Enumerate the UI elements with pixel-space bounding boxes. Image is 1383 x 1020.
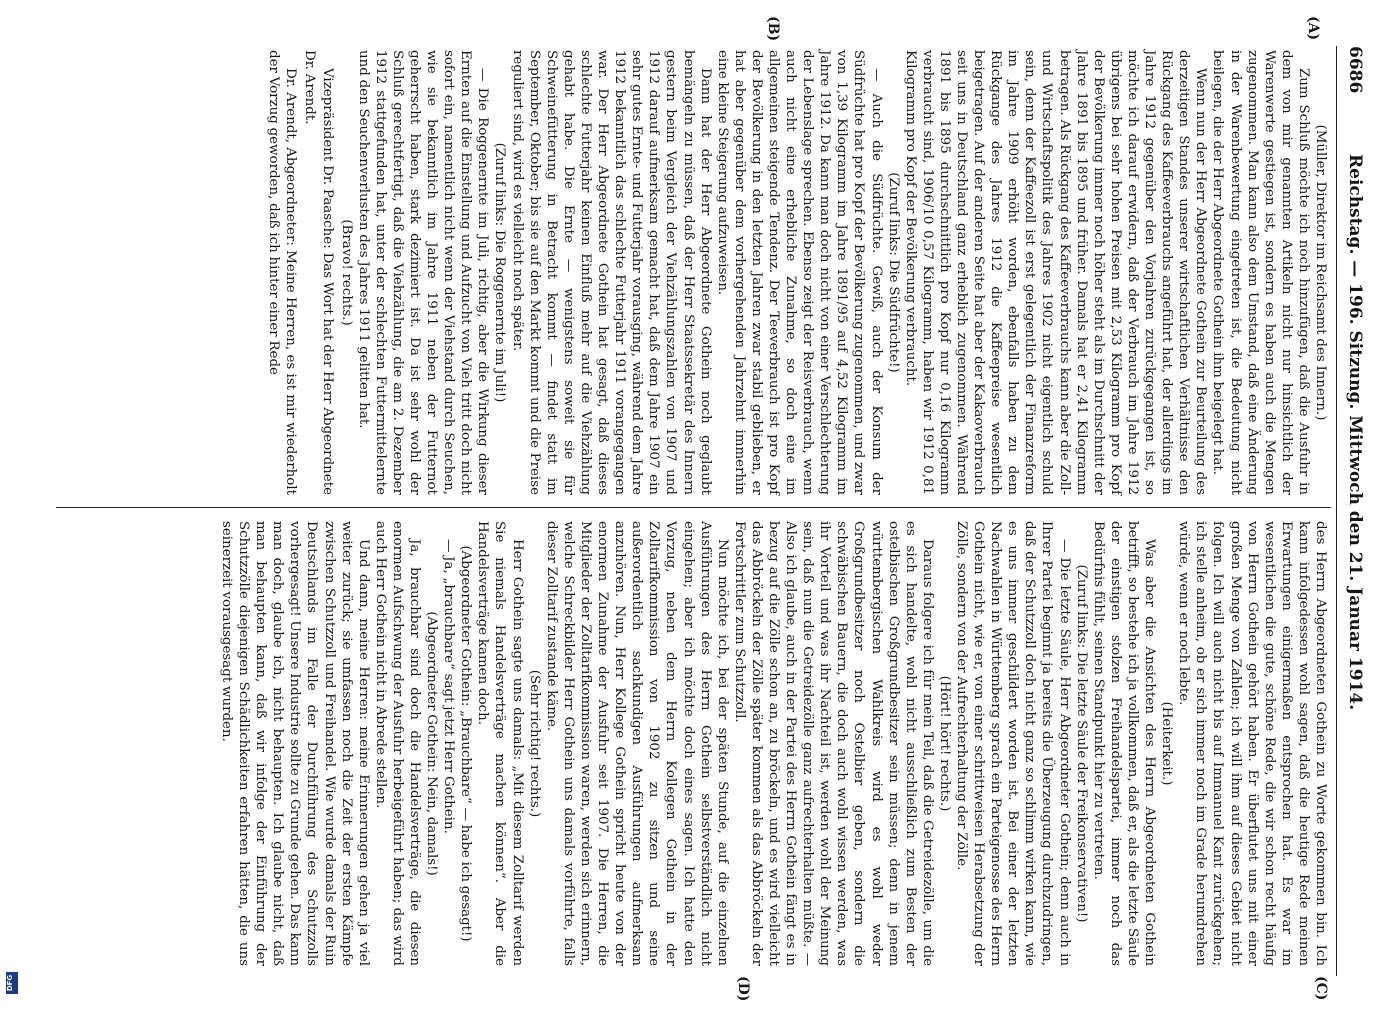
interjection: (Zuruf links: Die letzte Säule der Freikonservativen!) (1073, 564, 1089, 923)
interjection: (Abgeordneter Gothein: „Brauchbare“ — habe ich gesagt!) (458, 545, 474, 942)
paragraph: Zum Schluß möchte ich noch hinzufügen, daß die Ausfuhr in dem von mir genannten Artikeln nicht nur hinsichtlich der Warenwerte gestiegen ist, sondern es haben auch die Mengen zugenommen. Man kann also dem Umstand, daß eine Änderung in der Warenbewertung eingetreten ist, die Bedeutung nicht beilegen, die der Herr Abgeordnete Gothein ihm beigelegt hat. (1210, 50, 1311, 495)
left-column (265, 50, 1329, 495)
margin-mark-b: (B) (765, 16, 781, 42)
page-number: 6686 (1345, 46, 1365, 94)
speaker-note: (Müller, Direktor im Reichsamt des Innern.) (1313, 124, 1328, 421)
interjection: (Abgeordneter Gothein: Nein, damals!) (424, 611, 440, 876)
margin-mark-c: (C) (1313, 976, 1329, 1001)
interjection: (Zuruf links: Die Roggenernte im Juli!) (492, 142, 508, 403)
speaker-paragraph: Dr. Arendt, Abgeordneter: Meine Herren, es ist mir wiederholt der Vorzug geworden, daß ich hinter einer Rede (266, 50, 299, 495)
right-column (218, 521, 1329, 966)
paragraph: Daraus folgere ich für mein Teil, daß die Getreidezölle, um die es sich handelte, wohl nicht ausschließlich zum Besten der ostelbischen Großgrundbesitzer sein müssen; denn in jenem württembergischen Wahlkreis wird es wohl weder Großgrundbesitzer noch Ostelbier geben, sondern die schwäbischen Bauern, die doch auch wohl wissen werden, was ihr Vorteil und was ihr Nachteil ist, werden wohl der Meinung sein, daß nun die Getreidezölle ganz aufrechterhalten müßte. — Also ich glaube, auch in der Partei des Herrn Gothein fängt es in bezug auf die Zölle schon an, zu bröckeln, und es wird vielleicht das Abbröckeln der Zölle später kommen als das Abbröckeln der Fortschrittler zum Schutzzoll. (731, 521, 935, 966)
interjection: (Sehr richtig! rechts.) (526, 669, 542, 818)
paragraph: — Ja, „brauchbare“ sagt jetzt Herr Gothein. (441, 539, 457, 834)
dfg-logo-text: DFG (6, 974, 15, 992)
column-rule (56, 507, 1331, 508)
interjection: (Hört! hört! rechts.) (936, 675, 952, 812)
interjection: (Bravo! rechts.) (338, 219, 354, 326)
page-heading: Reichstag. — 196. Sitzung. Mittwoch den 21. Januar 1914. (1345, 154, 1365, 711)
interjection: (Heiterkeit.) (1159, 701, 1175, 786)
paragraph: Herr Gothein sagte uns damals: „Mit diesem Zolltarif werden Sie niemals Handelsverträge machen können“. Aber die Handelsverträge kamen doch. (475, 521, 525, 966)
margin-mark-a: (A) (1305, 16, 1321, 41)
paragraph: Nun möchte ich, bei der späten Stunde, auf die einzelnen Ausführungen des Herrn Gothein selbstverständlich nicht eingehen; aber ich möchte doch eines sagen. Ich hatte den Vorzug, neben dem Herrn Kollegen Gothein in der Zolltarifkommission von 1902 zu sitzen und seine außerordentlich sachkundigen Ausführungen aufmerksam anzuhören. Nun, Herr Kollege Gothein spricht heute von der enormen Zunahme der Ausfuhr seit 1907. Die Herren, die Mitglieder der Zolltarifkommission waren, werden sich erinnern, welche Schreckbilder Herr Gothein uns damals vorführte, falls dieser Zolltarif zustande käme. (543, 521, 730, 966)
paragraph: Wenn nun der Herr Abgeordnete Gothein zur Beurteilung des derzeitigen Standes unserer wirtschaftlichen Verhältnisse den Rückgang des Kaffeeverbrauchs angeführt hat, der allerdings im Jahre 1912 gegenüber den Vorjahren zurückgegangen ist, so möchte ich darauf erwidern, daß der Verbrauch im Jahre 1912 übrigens bei sehr hohen Preisen mit 2,53 Kilogramm pro Kopf der Bevölkerung immer noch höher steht als im Durchschnitt der Jahre 1891 bis 1895 und früher. Damals hat er 2,41 Kilogramm betragen. Als Rückgang des Kaffeeverbrauchs kann aber die Zoll- und Wirtschaftspolitik des Jahres 1902 nicht eigentlich schuld sein, denn der Kaffeezoll ist erst gelegentlich der Finanzreform im Jahre 1909 erhöht worden, ebenfalls haben zu dem Rückgange des Jahres 1912 die Kaffeepreise wesentlich beigetragen. Auf der anderen Seite hat aber der Kakaoverbrauch seit uns in Deutschland ganz erheblich zugenommen. Während 1891 bis 1895 durchschnittlich pro Kopf nur 0,16 Kilogramm verbraucht sind, 1906/10 0,57 Kilogramm, haben wir 1912 0,81 Kilogramm pro Kopf der Bevölkerung verbraucht. (902, 50, 1209, 495)
paragraph: des Herrn Abgeordneten Gothein zu Worte gekommen bin. Ich kann infolgedessen wohl sagen, daß die heutige Rede meinen Erwartungen einigermaßen entsprochen hat. Es war im wesentlichen die gute, schöne Rede, die wir schon recht häufig von Herrn Gothein gehört haben. Er überflutet uns mit einer großen Menge von Zahlen; ich will ihm auf dieses Gebiet nicht folgen. Ich will auch nicht bis auf Immanuel Kant zurückgehen; ich stelle anheim, ob er sich immer noch im Grade herumdrehen würde, wenn er noch lebte. (1176, 521, 1328, 966)
interjection: (Zuruf links: Die Südfrüchte!) (885, 172, 901, 373)
speaker-paragraph: Vizepräsident Dr. Paasche: Das Wort hat der Herr Abgeordnete Dr. Arendt. (302, 50, 335, 495)
paragraph: — Die Roggenernte im Juli, richtig, aber die Wirkung dieser Ernten auf die Einstellung und Aufzucht von Vieh tritt doch nicht sofort ein, namentlich nicht wenn der Viehstand durch Seuchen, wie sie bekanntlich im Jahre 1911 neben der Futternot geherrscht haben, stark dezimiert ist. Da ist sehr wohl der Schluß gerechtfertigt, daß die Viehzählung, die am 2. Dezember 1912 stattgefunden hat, unter der schlechten Futtermittelernte und den Seuchenverlusten des Jahres 1911 gelitten hat. (355, 50, 491, 495)
page-header (1341, 46, 1365, 976)
paragraph: Ja, brauchbar sind doch die Handelsverträge, die diesen enormen Aufschwung der Ausfuhr herbeigeführt haben; das wird auch Herr Gothein nicht in Abrede stellen. (372, 521, 423, 966)
margin-mark-d: (D) (735, 976, 751, 1002)
paragraph: — Die letzte Säule, Herr Abgeordneter Gothein; denn auch in Ihrer Partei beginnt ja bereits die Überzeugung durchzudringen, daß der Schutzzoll doch nicht ganz so schlimm wirken kann, wie es uns immer geschildert worden ist. Bei einer der letzten Nachwahlen in Württemberg sprach ein Parteigenosse des Herrn Gothein nicht, wie er, von einer schrittweisen Herabsetzung der Zölle, sondern von der Aufrechterhaltung der Zölle. (954, 521, 1072, 966)
paragraph: Dann hat der Herr Abgeordnete Gothein noch geglaubt bemängeln zu müssen, daß der Herr Staatssekretär des Innern gestern beim Vergleich der Viehzählungszahlen von 1907 und 1912 darauf aufmerksam gemacht hat, daß dem Jahre 1907 ein sehr gutes Ernte- und Futterjahr vorausging, während dem Jahre 1912 bekanntlich das schlechte Futterjahr 1911 vorangegangen war. Der Herr Abgeordnete Gothein hat gesagt, daß dieses schlechte Futterjahr keinen Einfluß mehr auf die Viehzählung gehabt habe. Die Ernte — wenigstens soweit sie für Schweinefütterung in Betracht kommt — findet statt im September, Oktober; bis sie auf den Markt kommt und die Preise reguliert sind, wird es vielleicht noch später. (509, 50, 713, 495)
paragraph: Und dann, meine Herren: meine Erinnerungen gehen ja viel weiter zurück; sie umfassen noch die Zeit der ersten Kämpfe zwischen Schutzzoll und Freihandel. Wie wurde damals der Ruin Deutschlands im Falle der Durchführung des Schutzzolls vorhergesagt! Unsere Industrie sollte zu Grunde gehen. Das kann man doch, glaube ich, nicht behaupten. Ich glaube nicht, daß man behaupten kann, daß wir infolge der Einführung der Schutzzölle diejenigen Schädlichkeiten erfahren hätten, die uns seinerzeit vorausgesagt wurden. (219, 521, 371, 966)
header-rule (1336, 46, 1337, 976)
paragraph: — Auch die Südfrüchte. Gewiß, auch der Konsum der Südfrüchte hat pro Kopf der Bevölkerung zugenommen, und zwar von 1,39 Kilogramm im Jahre 1891/95 auf 4,52 Kilogramm im Jahre 1912. Da kann man doch nicht von einer Verschlechterung der Lebenslage sprechen. Ebenso zeigt der Reisverbrauch, wenn auch nicht eine erhebliche Zunahme, so doch eine im allgemeinen steigende Tendenz. Der Teeverbrauch ist pro Kopf der Bevölkerung in den letzten Jahren zwar stabil geblieben, er hat aber gegenüber dem vorhergehenden Jahrzehnt immerhin eine kleine Steigerung aufzuweisen. (714, 50, 884, 495)
paragraph: Was aber die Ansichten des Herrn Abgeordneten Gothein betrifft, so bestehe ich ja vollkommen, daß er, als die letzte Säule der einstigen stolzen Freihandelspartei, immer noch das Bedürfnis fühlt, seinen Standpunkt hier zu vertreten. (1090, 521, 1158, 966)
